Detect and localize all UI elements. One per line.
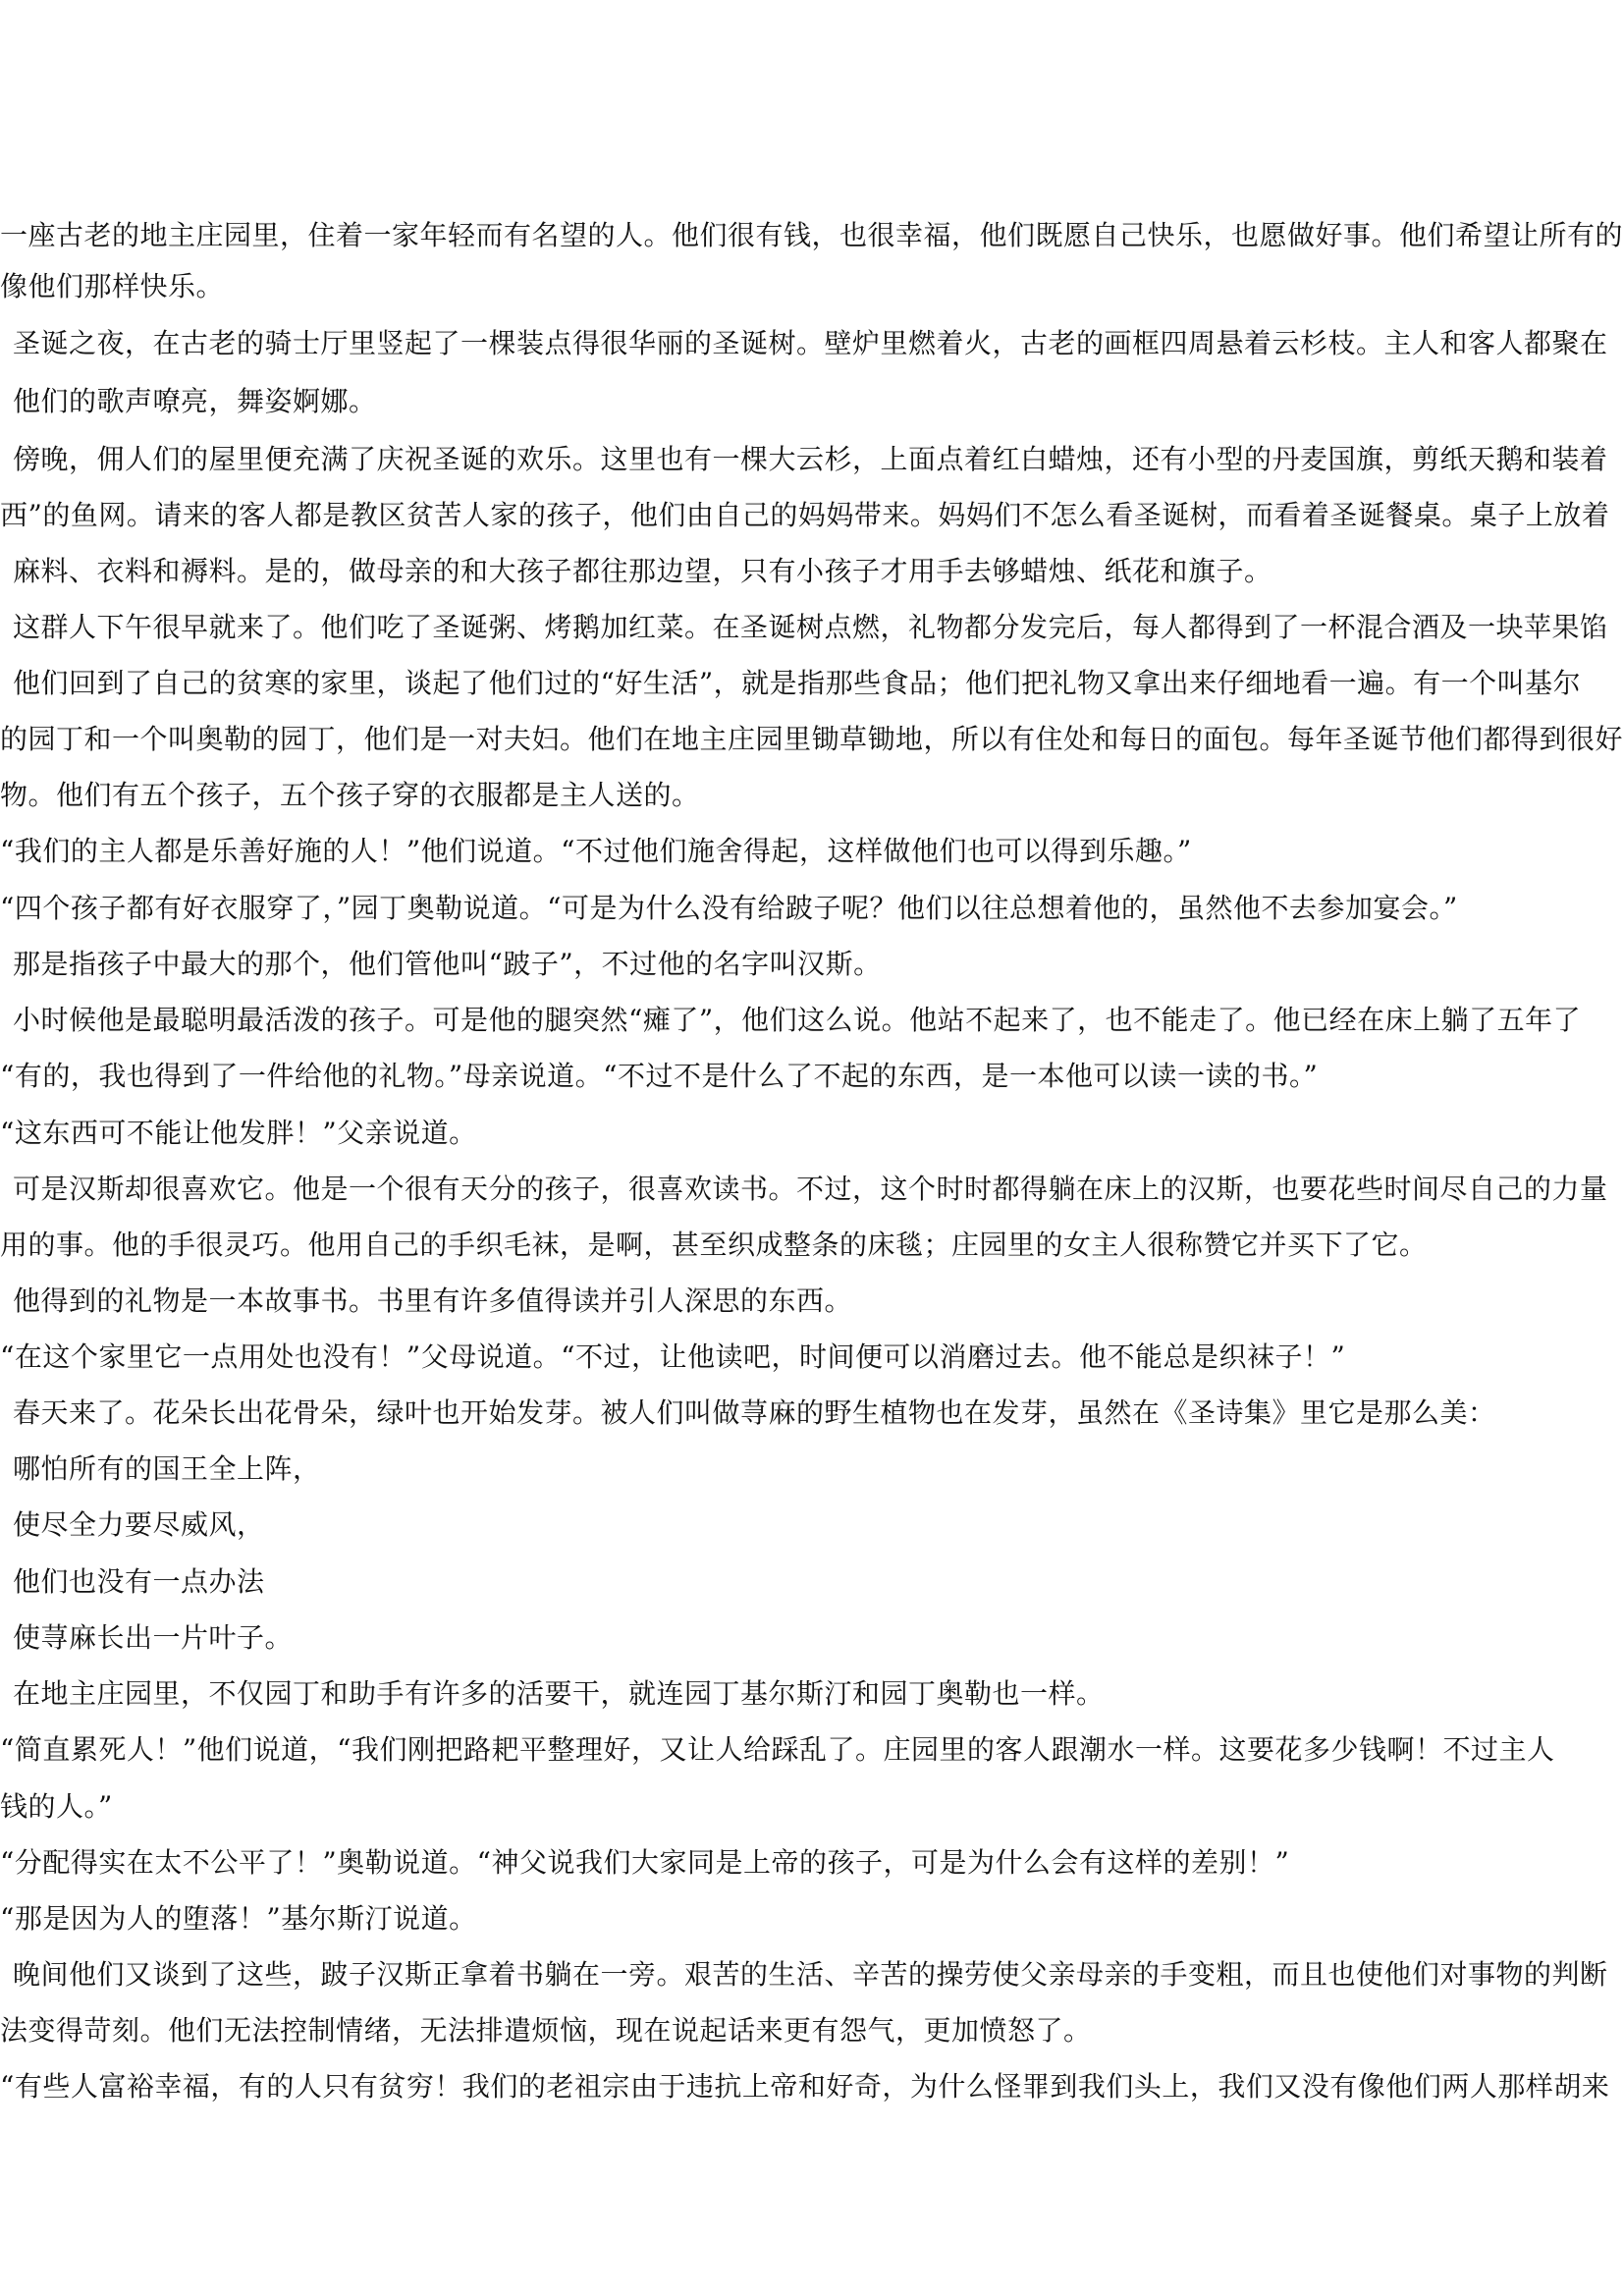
text-line: 他得到的礼物是一本故事书。书里有许多值得读并引人深思的东西。 — [13, 1285, 853, 1317]
text-line: 这群人下午很早就来了。他们吃了圣诞粥、烤鹅加红菜。在圣诞树点燃，礼物都分发完后，每人都得到了一杯混合酒及一块苹果馅 — [13, 611, 1608, 643]
text-line: “在这个家里它一点用处也没有！”父母说道。“不过，让他读吧，时间便可以消磨过去。他不能总是织袜子！” — [0, 1340, 1346, 1373]
text-line: 使尽全力要尽威风， — [13, 1508, 265, 1541]
text-line: 可是汉斯却很喜欢它。他是一个很有天分的孩子，很喜欢读书。不过，这个时时都得躺在床上的汉斯，也要花些时间尽自己的力量 — [13, 1173, 1608, 1205]
text-line: 使荨麻长出一片叶子。 — [13, 1621, 294, 1654]
text-line: 圣诞之夜，在古老的骑士厅里竖起了一棵装点得很华丽的圣诞树。壁炉里燃着火，古老的画框四周悬着云杉枝。主人和客人都聚在 — [13, 327, 1608, 359]
text-line: 一座古老的地主庄园里，住着一家年轻而有名望的人。他们很有钱，也很幸福，他们既愿自己快乐，也愿做好事。他们希望让所有的 — [0, 219, 1623, 251]
text-line: 他们的歌声嘹亮，舞姿婀娜。 — [13, 385, 377, 417]
text-line: 用的事。他的手很灵巧。他用自己的手织毛袜，是啊，甚至织成整条的床毯；庄园里的女主人很称赞它并买下了它。 — [0, 1229, 1428, 1261]
text-line: “四个孩子都有好衣服穿了，”园丁奥勒说道。“可是为什么没有给跛子呢？他们以往总想着他的，虽然他不去参加宴会。” — [0, 892, 1458, 924]
text-line: 麻料、衣料和褥料。是的，做母亲的和大孩子都往那边望，只有小孩子才用手去够蜡烛、纸花和旗子。 — [13, 555, 1272, 587]
text-line: 物。他们有五个孩子，五个孩子穿的衣服都是主人送的。 — [0, 779, 700, 811]
text-line: “有的，我也得到了一件给他的礼物。”母亲说道。“不过不是什么了不起的东西，是一本他可以读一读的书。” — [0, 1060, 1319, 1092]
text-line: 晚间他们又谈到了这些，跛子汉斯正拿着书躺在一旁。艰苦的生活、辛苦的操劳使父亲母亲的手变粗，而且也使他们对事物的判断 — [13, 1958, 1608, 1991]
text-line: “分配得实在太不公平了！”奥勒说道。“神父说我们大家同是上帝的孩子，可是为什么会有这样的差别！” — [0, 1846, 1290, 1879]
text-line: “简直累死人！”他们说道，“我们刚把路耙平整理好，又让人给踩乱了。庄园里的客人跟潮水一样。这要花多少钱啊！不过主人 — [0, 1733, 1555, 1766]
text-line: 钱的人。” — [0, 1790, 113, 1823]
text-line: “有些人富裕幸福，有的人只有贫穷！我们的老祖宗由于违抗上帝和好奇，为什么怪罪到我们头上，我们又没有像他们两人那样胡来 — [0, 2070, 1610, 2103]
text-line: “这东西可不能让他发胖！”父亲说道。 — [0, 1117, 477, 1149]
text-line: 西”的鱼网。请来的客人都是教区贫苦人家的孩子，他们由自己的妈妈带来。妈妈们不怎么看圣诞树，而看着圣诞餐桌。桌子上放着 — [0, 499, 1610, 531]
text-line: 法变得苛刻。他们无法控制情绪，无法排遣烦恼，现在说起话来更有怨气，更加愤怒了。 — [0, 2014, 1092, 2047]
text-line: 哪怕所有的国王全上阵， — [13, 1452, 321, 1485]
text-line: 傍晚，佣人们的屋里便充满了庆祝圣诞的欢乐。这里也有一棵大云杉，上面点着红白蜡烛，还有小型的丹麦国旗，剪纸天鹅和装着 — [13, 443, 1608, 475]
text-line: “我们的主人都是乐善好施的人！”他们说道。“不过他们施舍得起，这样做他们也可以得到乐趣。” — [0, 835, 1192, 867]
text-line: 像他们那样快乐。 — [0, 270, 225, 302]
text-line: “那是因为人的堕落！”基尔斯汀说道。 — [0, 1902, 477, 1935]
text-line: 小时候他是最聪明最活泼的孩子。可是他的腿突然“瘫了”，他们这么说。他站不起来了，也不能走了。他已经在床上躺了五年了 — [13, 1004, 1582, 1036]
text-line: 那是指孩子中最大的那个，他们管他叫“跛子”，不过他的名字叫汉斯。 — [13, 948, 882, 980]
text-line: 他们回到了自己的贫寒的家里，谈起了他们过的“好生活”，就是指那些食品；他们把礼物又拿出来仔细地看一遍。有一个叫基尔 — [13, 667, 1582, 699]
text-line: 他们也没有一点办法 — [13, 1565, 265, 1598]
text-line: 在地主庄园里，不仅园丁和助手有许多的活要干，就连园丁基尔斯汀和园丁奥勒也一样。 — [13, 1677, 1105, 1710]
text-line: 的园丁和一个叫奥勒的园丁，他们是一对夫妇。他们在地主庄园里锄草锄地，所以有住处和每日的面包。每年圣诞节他们都得到很好 — [0, 723, 1623, 755]
text-line: 春天来了。花朵长出花骨朵，绿叶也开始发芽。被人们叫做荨麻的野生植物也在发芽，虽然在《圣诗集》里它是那么美： — [13, 1396, 1496, 1429]
